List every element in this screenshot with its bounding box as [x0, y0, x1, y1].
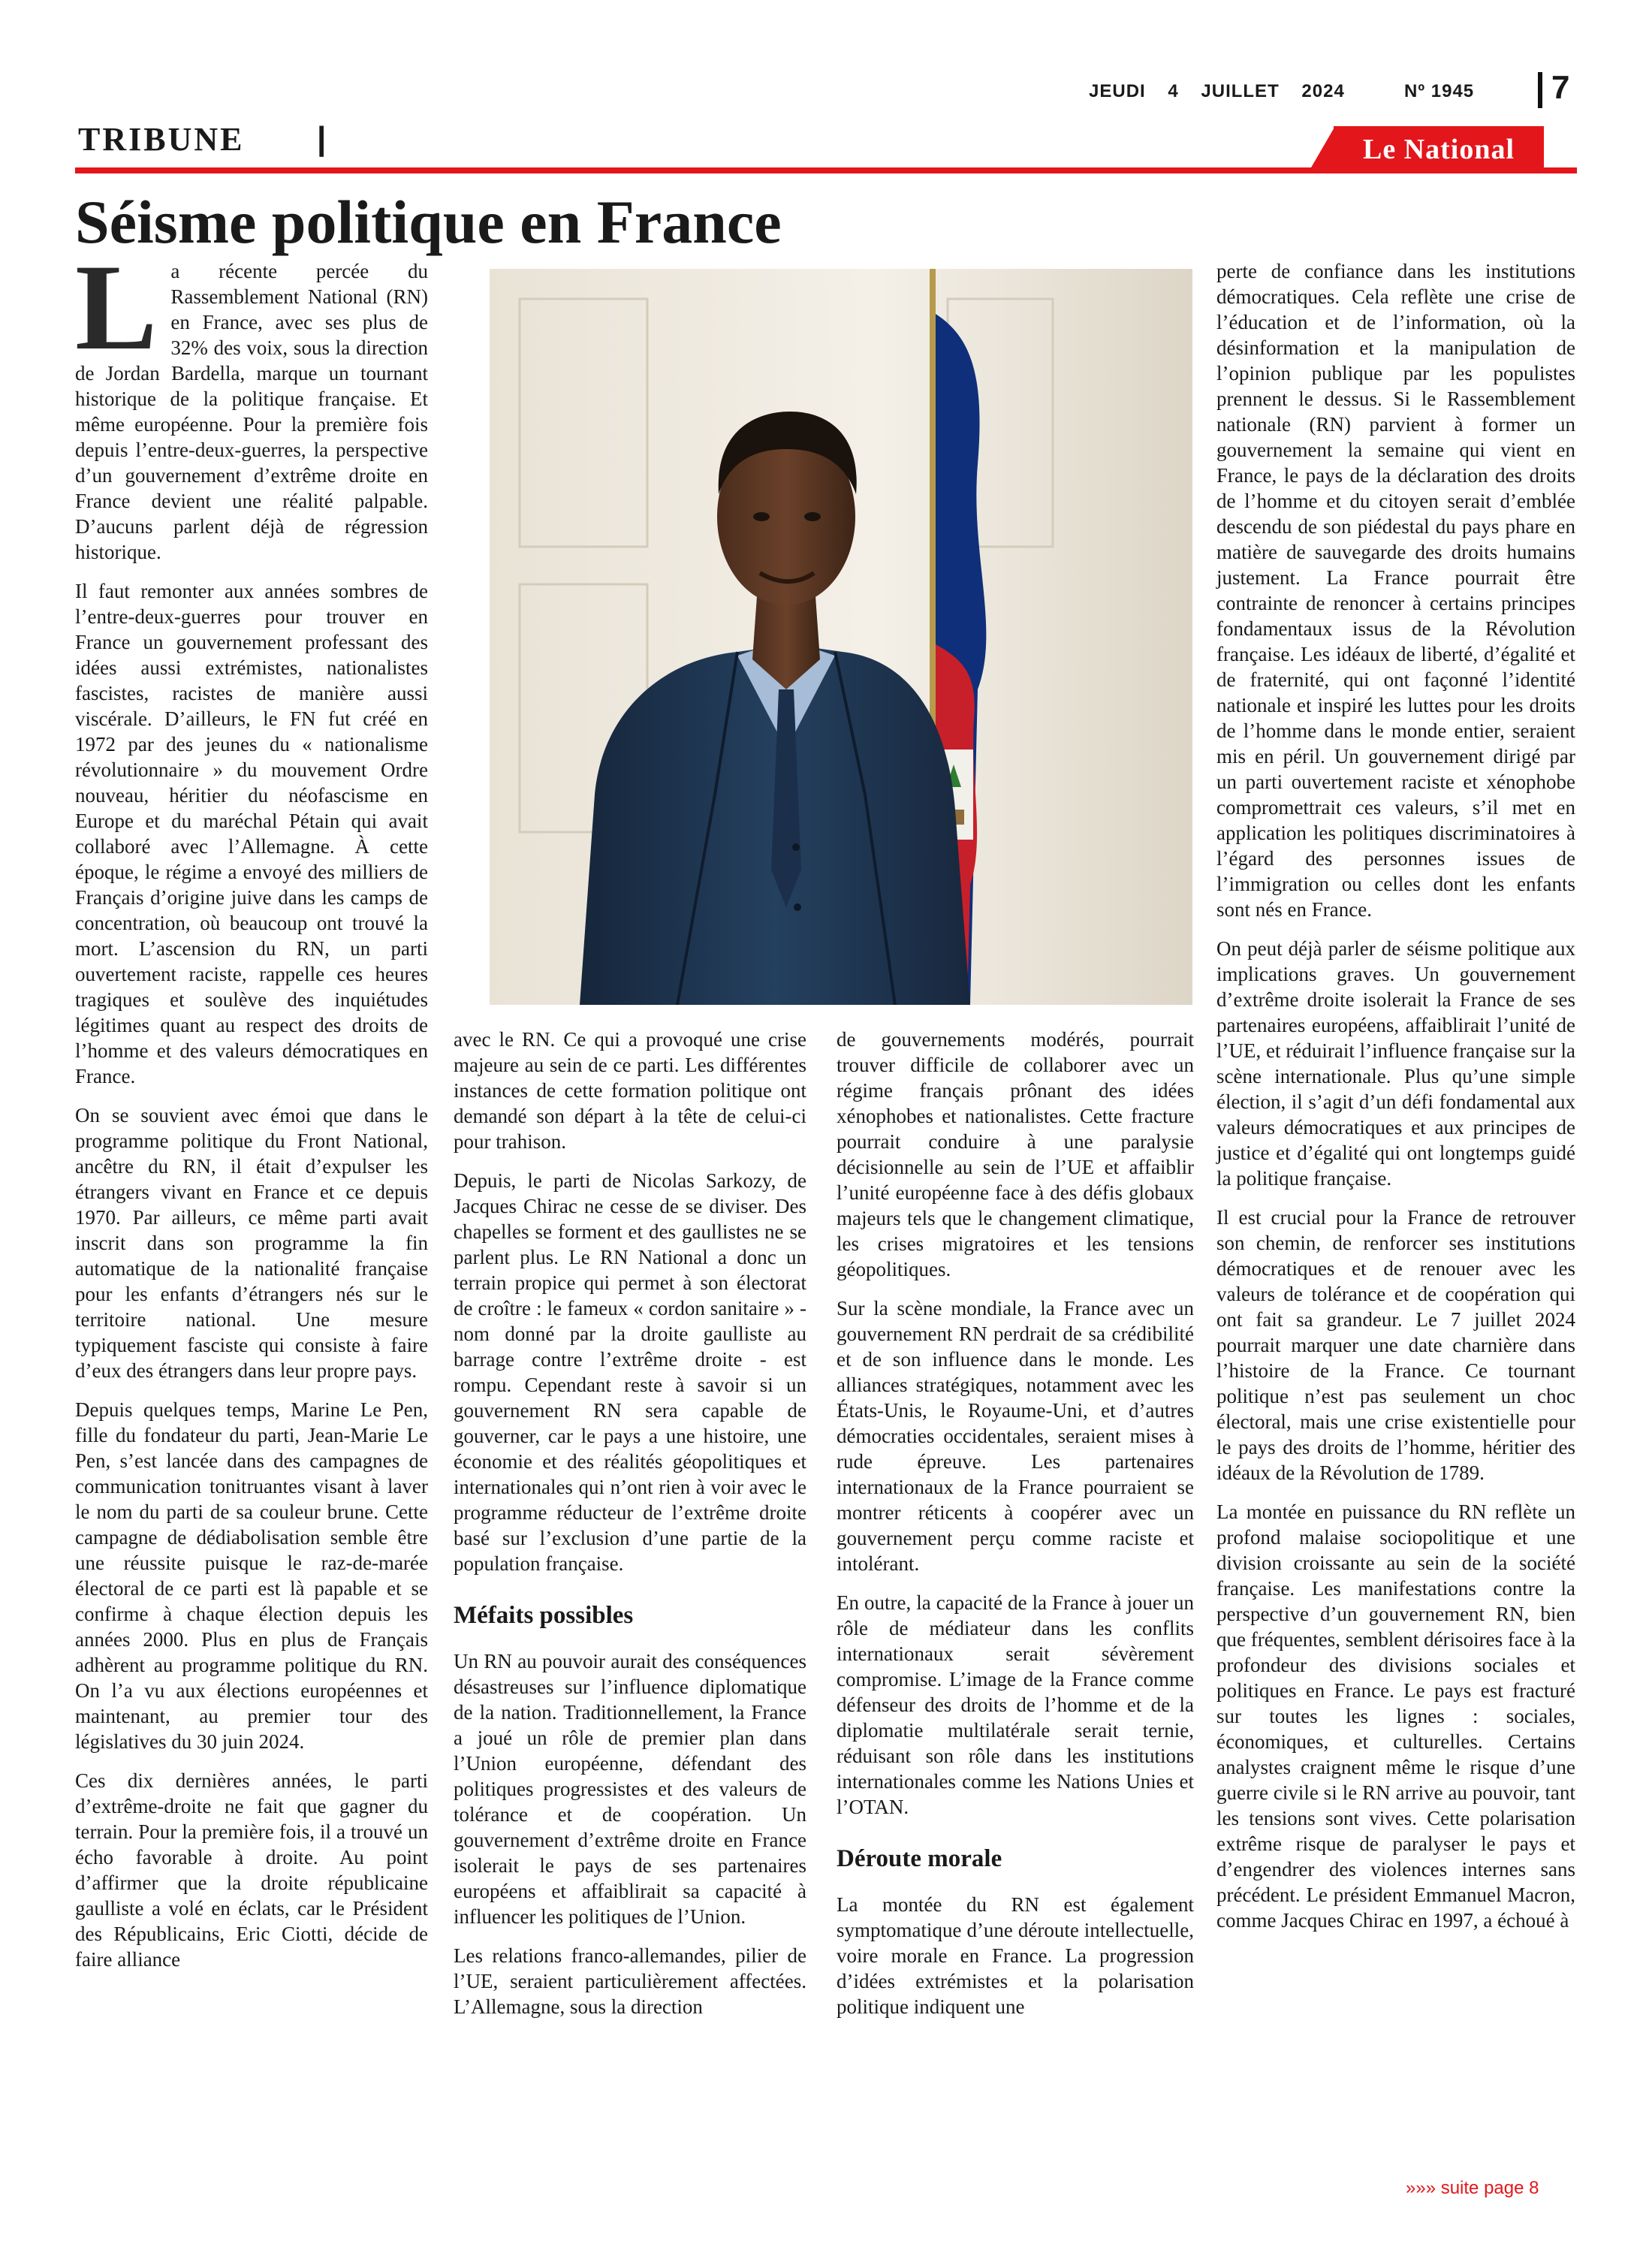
subheading-deroute: Déroute morale — [837, 1845, 1002, 1872]
dateline-month: JUILLET — [1201, 81, 1280, 101]
article-column-4 — [1216, 258, 1575, 1947]
continued-on-page[interactable]: »»» suite page 8 — [1406, 2178, 1539, 2198]
paragraph: perte de confiance dans les institutions démocratiques. Cela reflète une crise de l’éducation et de l’information, où la désinformation et la manipulation de l’opinion publique par les populistes prennent le dessus. Si le Rassemblement nationale (RN) parvient à former un gouvernement la semaine qui vient en France, le pays de la déclaration des droits de l’homme et du citoyen serait d’emblée descendu de son piédestal du pays phare en matière de sauvegarde des droits humains justement. La France pourrait être contrainte de renoncer à certains principes fondamentaux issus de la Révolution française. Les idéaux de liberté, d’égalité et de fraternité, qui ont façonné l’identité nationale et inspiré les luttes pour les droits de l’homme dans le monde entier, seraient mis en péril. Un gouvernement dirigé par un parti ouvertement raciste et xénophobe compromettrait ces valeurs, s’il met en application les politiques discriminatoires à l’égard des personnes issues de l’immigration ou celles dont les enfants sont nés en France. — [1216, 260, 1575, 921]
article-column-3 — [837, 1027, 1194, 2033]
article-column-1 — [75, 240, 428, 1986]
paragraph: La montée en puissance du RN reflète un profond malaise sociopolitique et une division croissante au sein de la société française. Les manifestations contre la perspective d’un gouvernement RN, bien que fréquentes, semblent dérisoires face à la profondeur des divisions sociales et politiques en France. Le pays est fracturé sur toutes les lignes : sociales, économiques, et culturelles. Certains analystes craignent même le risque d’une guerre civile si le RN arrive au pouvoir, tant les tensions sont vives. Cette polarisation extrême risque de paralyser le pays et d’engendrer des violences internes sans précédent. Le président Emmanuel Macron, comme Jacques Chirac en 1997, a échoué à — [1216, 1500, 1575, 1932]
dateline-date: 4 — [1168, 81, 1179, 101]
paragraph: a récente percée du Rassemblement National (RN) en France, avec ses plus de 32% des voix, sous la direction de Jordan Bardella, marque un tournant historique de la politique française. Et même européenne. Pour la première fois depuis l’entre-deux-guerres, la perspective d’un gouvernement d’extrême droite en France devient une réalité palpable. D’aucuns parlent déjà de régression historique. — [75, 260, 428, 563]
paragraph: En outre, la capacité de la France à jouer un rôle de médiateur dans les conflits internationaux serait sévèrement compromise. L’image de la France comme défenseur des droits de l’homme et de la diplomatie multilatérale serait ternie, réduisant son rôle dans les institutions internationales comme les Nations Unies et l’OTAN. — [837, 1591, 1194, 1818]
portrait-photo — [490, 269, 1192, 1005]
paragraph: Il est crucial pour la France de retrouver son chemin, de renforcer ses institutions démocratiques et de renouer avec les valeurs de tolérance et de coopération qui ont fait sa grandeur. Le 7 juillet 2024 pourrait marquer une date charnière dans l’histoire de la France. Ce tournant politique n’est pas seulement un choc électoral, mais une crise existentielle pour le pays des droits de l’homme, héritier des idéaux de la Révolution de 1789. — [1216, 1206, 1575, 1484]
brand-logo: Le National — [1334, 126, 1544, 173]
paragraph: On peut déjà parler de séisme politique aux implications graves. Un gouvernement d’extrême droite isolerait la France de ses partenaires européens, affaiblirait l’unité de l’UE, et réduirait l’influence française sur la scène internationale. Plus qu’une simple élection, il s’agit d’un défi fondamental aux valeurs démocratiques et aux principes de justice et d’égalité qui ont longtemps guidé la politique française. — [1216, 937, 1575, 1190]
paragraph: Depuis quelques temps, Marine Le Pen, fille du fondateur du parti, Jean-Marie Le Pen, s’est lancée dans des campagnes de communication tonitruantes visant à laver le nom du parti de sa couleur brune. Cette campagne de dédiabolisation semble être une réussite puisque le raz-de-marée électoral de ce parti est là papable et se confirme à chaque élection depuis les années 2000. Plus en plus de Français adhèrent au programme politique du RN. On l’a vu aux élections européennes et maintenant, au premier tour des législatives du 30 juin 2024. — [75, 1398, 428, 1753]
paragraph: La montée du RN est également symptomatique d’une déroute intellectuelle, voire morale en France. La progression d’idées extrémistes et la polarisation politique indiquent une — [837, 1893, 1194, 2018]
section-label: TRIBUNE — [78, 121, 245, 158]
issue-dateline — [1089, 81, 1475, 102]
brand-tab-slant — [1308, 126, 1335, 173]
subheading-mefaits: Méfaits possibles — [454, 1602, 634, 1629]
drop-cap: L — [75, 240, 158, 376]
paragraph: Il faut remonter aux années sombres de l’entre-deux-guerres pour trouver en France un gouvernement professant des idées aussi extrémistes, nationalistes fascistes, racistes de manière aussi viscérale. D’ailleurs, le FN fut créé en 1972 par des jeunes du « nationalisme révolutionnaire » du mouvement Ordre nouveau, héritier du néofascisme en Europe et du maréchal Pétain qui avait collaboré avec l’Allemagne. À cette époque, le régime a envoyé des milliers de Français d’origine juive dans les camps de concentration, où beaucoup ont trouvé la mort. L’ascension du RN, un parti ouvertement raciste, rappelle ces heures tragiques et soulève des inquiétudes légitimes quant au respect des droits de l’homme et des valeurs démocratiques en France. — [75, 580, 428, 1087]
article-headline: Séisme politique en France — [75, 188, 782, 256]
paragraph: Un RN au pouvoir aurait des conséquences désastreuses sur l’influence diplomatique de la nation. Traditionnellement, la France a joué un rôle de premier plan dans l’Union européenne, défendant des politiques progressistes et des valeurs de tolérance et de coopération. Un gouvernement d’extrême droite en France isolerait le pays de ses partenaires européens et affaiblirait sa capacité à influencer les politiques de l’Union. — [454, 1650, 806, 1928]
paragraph: Ces dix dernières années, le parti d’extrême-droite ne fait que gagner du terrain. Pour la première fois, il a trouvé un écho favorable à droite. Au point d’affirmer que la droite républicaine gaulliste a volé en éclats, car le Président des Républicains, Eric Ciotti, décide de faire alliance — [75, 1769, 428, 1971]
dateline-day: JEUDI — [1089, 81, 1146, 101]
issue-number: Nº 1945 — [1404, 81, 1475, 101]
article-photo — [490, 269, 1192, 1005]
paragraph: de gouvernements modérés, pourrait trouver difficile de collaborer avec un régime français prônant des idées xénophobes et nationalistes. Cette fracture pourrait conduire à une paralysie décisionnelle au sein de l’UE et affaiblir l’unité européenne face à des défis globaux majeurs tels que le changement climatique, les crises migratoires et les tensions géopolitiques. — [837, 1028, 1194, 1280]
dateline-year: 2024 — [1301, 81, 1345, 101]
paragraph: Depuis, le parti de Nicolas Sarkozy, de Jacques Chirac ne cesse de se diviser. Des chapelles se forment et des gaullistes ne se parlent plus. Le RN National a donc un terrain propice qui permet à son électorat de croître : le fameux « cordon sanitaire » - nom donné par la droite gaulliste au barrage contre l’extrême droite - est rompu. Cependant reste à savoir si un gouvernement RN sera capable de gouverner, car le pays a une histoire, une économie et des réalités géopolitiques et internationales qui n’ont rien à voir avec le programme réducteur de l’extrême droite basé sur l’exclusion d’une partie de la population française. — [454, 1169, 806, 1575]
page-number-divider — [1538, 72, 1542, 108]
paragraph: Les relations franco-allemandes, pilier de l’UE, seraient particulièrement affectées. L’Allemagne, sous la direction — [454, 1944, 806, 2018]
paragraph: On se souvient avec émoi que dans le programme politique du Front National, ancêtre du RN, il était d’expulser les étrangers vivant en France et ce depuis 1970. Par ailleurs, ce même parti avait inscrit dans son programme la fin automatique de la nationalité française pour les enfants d’étrangers nés sur le territoire national. Une mesure typiquement fasciste qui consiste à faire d’eux des étrangers dans leur propre pays. — [75, 1104, 428, 1382]
section-separator: | — [317, 120, 327, 157]
article-column-2 — [454, 1027, 806, 2033]
paragraph: avec le RN. Ce qui a provoqué une crise majeure au sein de ce parti. Les différentes instances de cette formation politique ont demandé son départ à la tête de celui-ci pour trahison. — [454, 1028, 806, 1153]
paragraph: Sur la scène mondiale, la France avec un gouvernement RN perdrait de sa crédibilité et de son influence dans le monde. Les alliances stratégiques, notamment avec les États-Unis, le Royaume-Uni, et d’autres démocraties occidentales, seraient mises à rude épreuve. Les partenaires internationaux de la France pourraient se montrer réticents à coopérer avec un gouvernement perçu comme raciste et intolérant. — [837, 1297, 1194, 1575]
page-number: 7 — [1551, 69, 1570, 106]
